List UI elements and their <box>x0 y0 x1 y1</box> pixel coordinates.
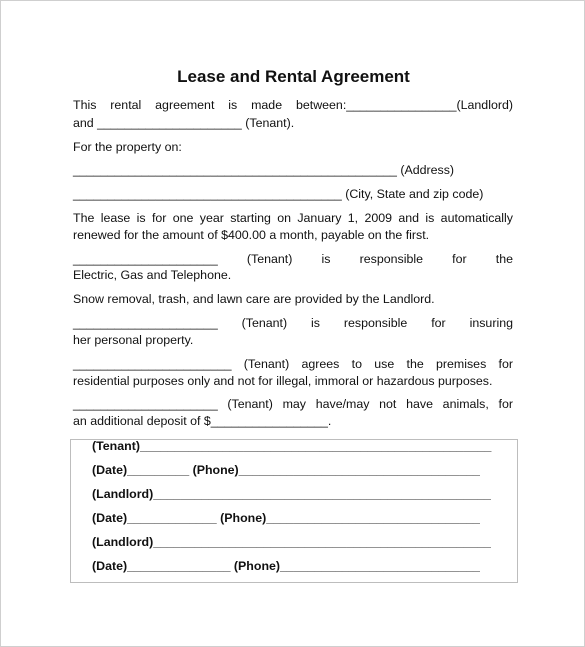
lease-term-line-2: renewed for the amount of $400.00 a month, payable on the first. <box>73 228 430 242</box>
landlord-date-phone-line-1: (Date)_____________ (Phone)_______________________________ <box>92 511 480 525</box>
animals-line-1: _____________________ (Tenant) may have/may not have animals, for <box>73 397 513 411</box>
utilities-line-1: _____________________ (Tenant) is responsible for the <box>73 252 513 266</box>
landlord-date-phone-line-2: (Date)_______________ (Phone)_____________________________ <box>92 559 480 573</box>
agreement-parties-line: This rental agreement is made between:________________(Landlord) <box>73 98 513 112</box>
property-label: For the property on: <box>73 140 182 154</box>
premises-use-line-1: _______________________ (Tenant) agrees to use the premises for <box>73 357 513 371</box>
landlord-signature-line-1: (Landlord)_________________________________________________ <box>92 487 491 501</box>
tenant-signature-line: (Tenant)___________________________________________________ <box>92 439 492 453</box>
tenant-date-phone-line: (Date)_________ (Phone)___________________________________ <box>92 463 480 477</box>
insurance-line-2: her personal property. <box>73 333 194 347</box>
lease-term-line-1: The lease is for one year starting on January 1, 2009 and is automatically <box>73 211 513 225</box>
utilities-line-2: Electric, Gas and Telephone. <box>73 268 232 282</box>
tenant-line: and _____________________ (Tenant). <box>73 116 295 130</box>
address-line: _______________________________________________ (Address) <box>73 163 455 177</box>
document-title: Lease and Rental Agreement <box>177 67 410 86</box>
city-state-zip-line: _______________________________________ (City, State and zip code) <box>73 187 484 201</box>
animals-line-2: an additional deposit of $_________________. <box>73 414 332 428</box>
maintenance-line: Snow removal, trash, and lawn care are provided by the Landlord. <box>73 292 435 306</box>
premises-use-line-2: residential purposes only and not for illegal, immoral or hazardous purposes. <box>73 374 493 388</box>
landlord-signature-line-2: (Landlord)_________________________________________________ <box>92 535 491 549</box>
insurance-line-1: _____________________ (Tenant) is responsible for insuring <box>73 316 513 330</box>
